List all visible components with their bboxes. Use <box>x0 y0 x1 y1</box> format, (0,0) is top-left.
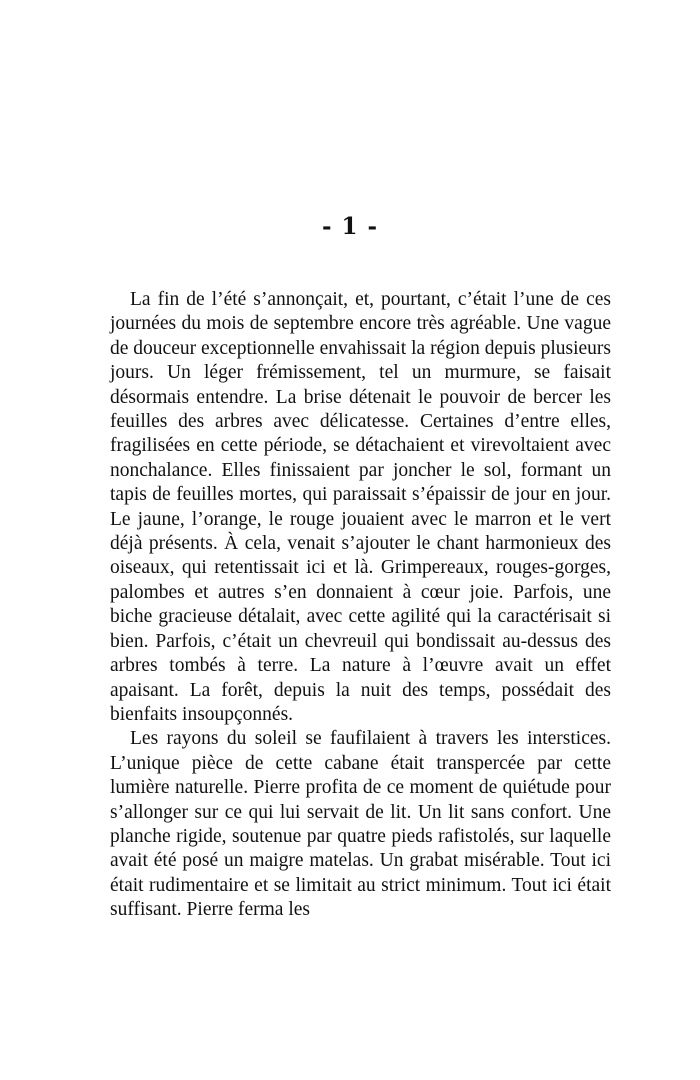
paragraph-1: La fin de l’été s’annonçait, et, pourtant, c’était l’une de ces journées du mois de septembre encore très agréable. Une vague de douceur exceptionnelle envahissait la région depuis plusieurs jours. Un léger frémissement, tel un murmure, se faisait désormais entendre. La brise détenait le pouvoir de bercer les feuilles des arbres avec délicatesse. Certaines d’entre elles, fragilisées en cette période, se détachaient et virevoltaient avec nonchalance. Elles finissaient par joncher le sol, formant un tapis de feuilles mortes, qui paraissait s’épaissir de jour en jour. Le jaune, l’orange, le rouge jouaient avec le marron et le vert déjà présents. À cela, venait s’ajouter le chant harmonieux des oiseaux, qui retentissait ici et là. Grimpereaux, rouges-gorges, palombes et autres s’en donnaient à cœur joie. Parfois, une biche gracieuse détalait, avec cette agilité qui la caractérisait si bien. Parfois, c’était un chevreuil qui bondissait au-dessus des arbres tombés à terre. La nature à l’œuvre avait un effet apaisant. La forêt, depuis la nuit des temps, possédait des bienfaits insoupçonnés. <box>110 289 611 725</box>
paragraph-2: Les rayons du soleil se faufilaient à travers les interstices. L’unique pièce de cette cabane était transpercée par cette lumière naturelle. Pierre profita de ce moment de quiétude pour s’allonger sur ce qui lui servait de lit. Un lit sans confort. Une planche rigide, soutenue par quatre pieds rafistolés, sur laquelle avait été posé un maigre matelas. Un grabat misérable. Tout ici était rudimentaire et se limitait au strict minimum. Tout ici était suffisant. Pierre ferma les <box>110 728 611 921</box>
body-text <box>110 288 611 923</box>
chapter-heading: - 1 - <box>321 213 379 240</box>
